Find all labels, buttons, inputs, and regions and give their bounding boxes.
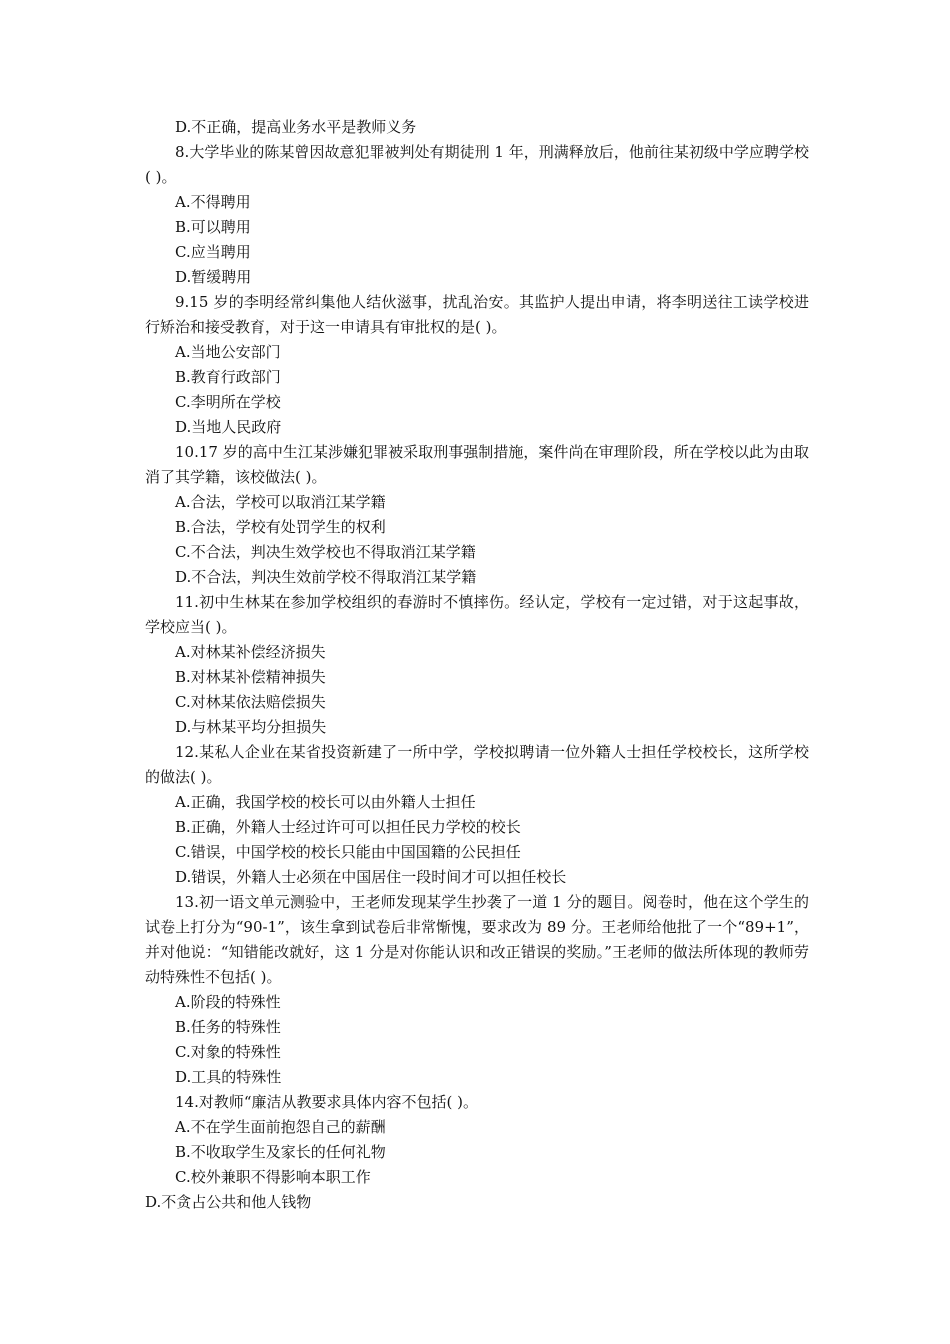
question-stem: 12.某私人企业在某省投资新建了一所中学，学校拟聘请一位外籍人士担任学校校长，这所学校的做法( )。 [145,743,809,786]
lead-option: D.不正确，提高业务水平是教师义务 [175,118,417,136]
option-c: C.对象的特殊性 [175,1043,281,1061]
question-8 [145,140,809,290]
question-13 [145,890,809,1090]
question-stem: 9.15 岁的李明经常纠集他人结伙滋事，扰乱治安。其监护人提出申请，将李明送往工读学校进行矫治和接受教育，对于这一申请具有审批权的是( )。 [145,293,809,336]
option-b: B.对林某补偿精神损失 [175,668,326,686]
question-11 [145,590,809,740]
option-b: B.正确，外籍人士经过许可可以担任民力学校的校长 [175,818,521,836]
option-a: A.阶段的特殊性 [175,993,281,1011]
option-d: D.当地人民政府 [175,418,282,436]
option-b: B.不收取学生及家长的任何礼物 [175,1143,386,1161]
option-b: B.任务的特殊性 [175,1018,281,1036]
option-c: C.校外兼职不得影响本职工作 [175,1168,371,1186]
option-c: C.错误，中国学校的校长只能由中国国籍的公民担任 [175,843,521,861]
option-c: C.应当聘用 [175,243,251,261]
option-a: A.对林某补偿经济损失 [175,643,326,661]
option-c: C.李明所在学校 [175,393,281,411]
option-a: A.正确，我国学校的校长可以由外籍人士担任 [175,793,476,811]
option-a: A.合法，学校可以取消江某学籍 [175,493,386,511]
option-c: C.对林某依法赔偿损失 [175,693,326,711]
option-b: B.合法，学校有处罚学生的权利 [175,518,386,536]
option-d: D.不合法，判决生效前学校不得取消江某学籍 [175,568,477,586]
option-a: A.不得聘用 [175,193,251,211]
question-10 [145,440,809,590]
question-list [145,115,809,1215]
option-d: D.暂缓聘用 [175,268,252,286]
option-b: B.可以聘用 [175,218,251,236]
option-d: D.错误，外籍人士必须在中国居住一段时间才可以担任校长 [175,868,567,886]
question-stem: 11.初中生林某在参加学校组织的春游时不慎摔伤。经认定，学校有一定过错，对于这起事故，学校应当( )。 [145,593,809,636]
option-d: D.与林某平均分担损失 [175,718,327,736]
option-d: D.工具的特殊性 [175,1068,282,1086]
option-b: B.教育行政部门 [175,368,281,386]
option-c: C.不合法，判决生效学校也不得取消江某学籍 [175,543,476,561]
question-stem: 13.初一语文单元测验中，王老师发现某学生抄袭了一道 1 分的题目。阅卷时，他在这个学生的试卷上打分为“90-1”，该生拿到试卷后非常惭愧，要求改为 89 分。王老师给他批了一个“89+1”，并对他说：“知错能改就好，这 1 分是对你能认识和改正错误的奖励。”王老师的做法所体现的教师劳动特殊性不包括( )。 [145,893,809,986]
question-12 [145,740,809,890]
option-a: A.不在学生面前抱怨自己的薪酬 [175,1118,386,1136]
option-a: A.当地公安部门 [175,343,281,361]
question-stem: 8.大学毕业的陈某曾因故意犯罪被判处有期徒刑 1 年，刑满释放后，他前往某初级中学应聘学校( )。 [145,143,809,186]
question-stem: 10.17 岁的高中生江某涉嫌犯罪被采取刑事强制措施，案件尚在审理阶段，所在学校以此为由取消了其学籍，该校做法( )。 [145,443,809,486]
question-14 [145,1090,809,1215]
question-stem: 14.对教师“廉洁从教要求具体内容不包括( )。 [175,1093,478,1111]
option-d: D.不贪占公共和他人钱物 [145,1193,312,1211]
question-9 [145,290,809,440]
